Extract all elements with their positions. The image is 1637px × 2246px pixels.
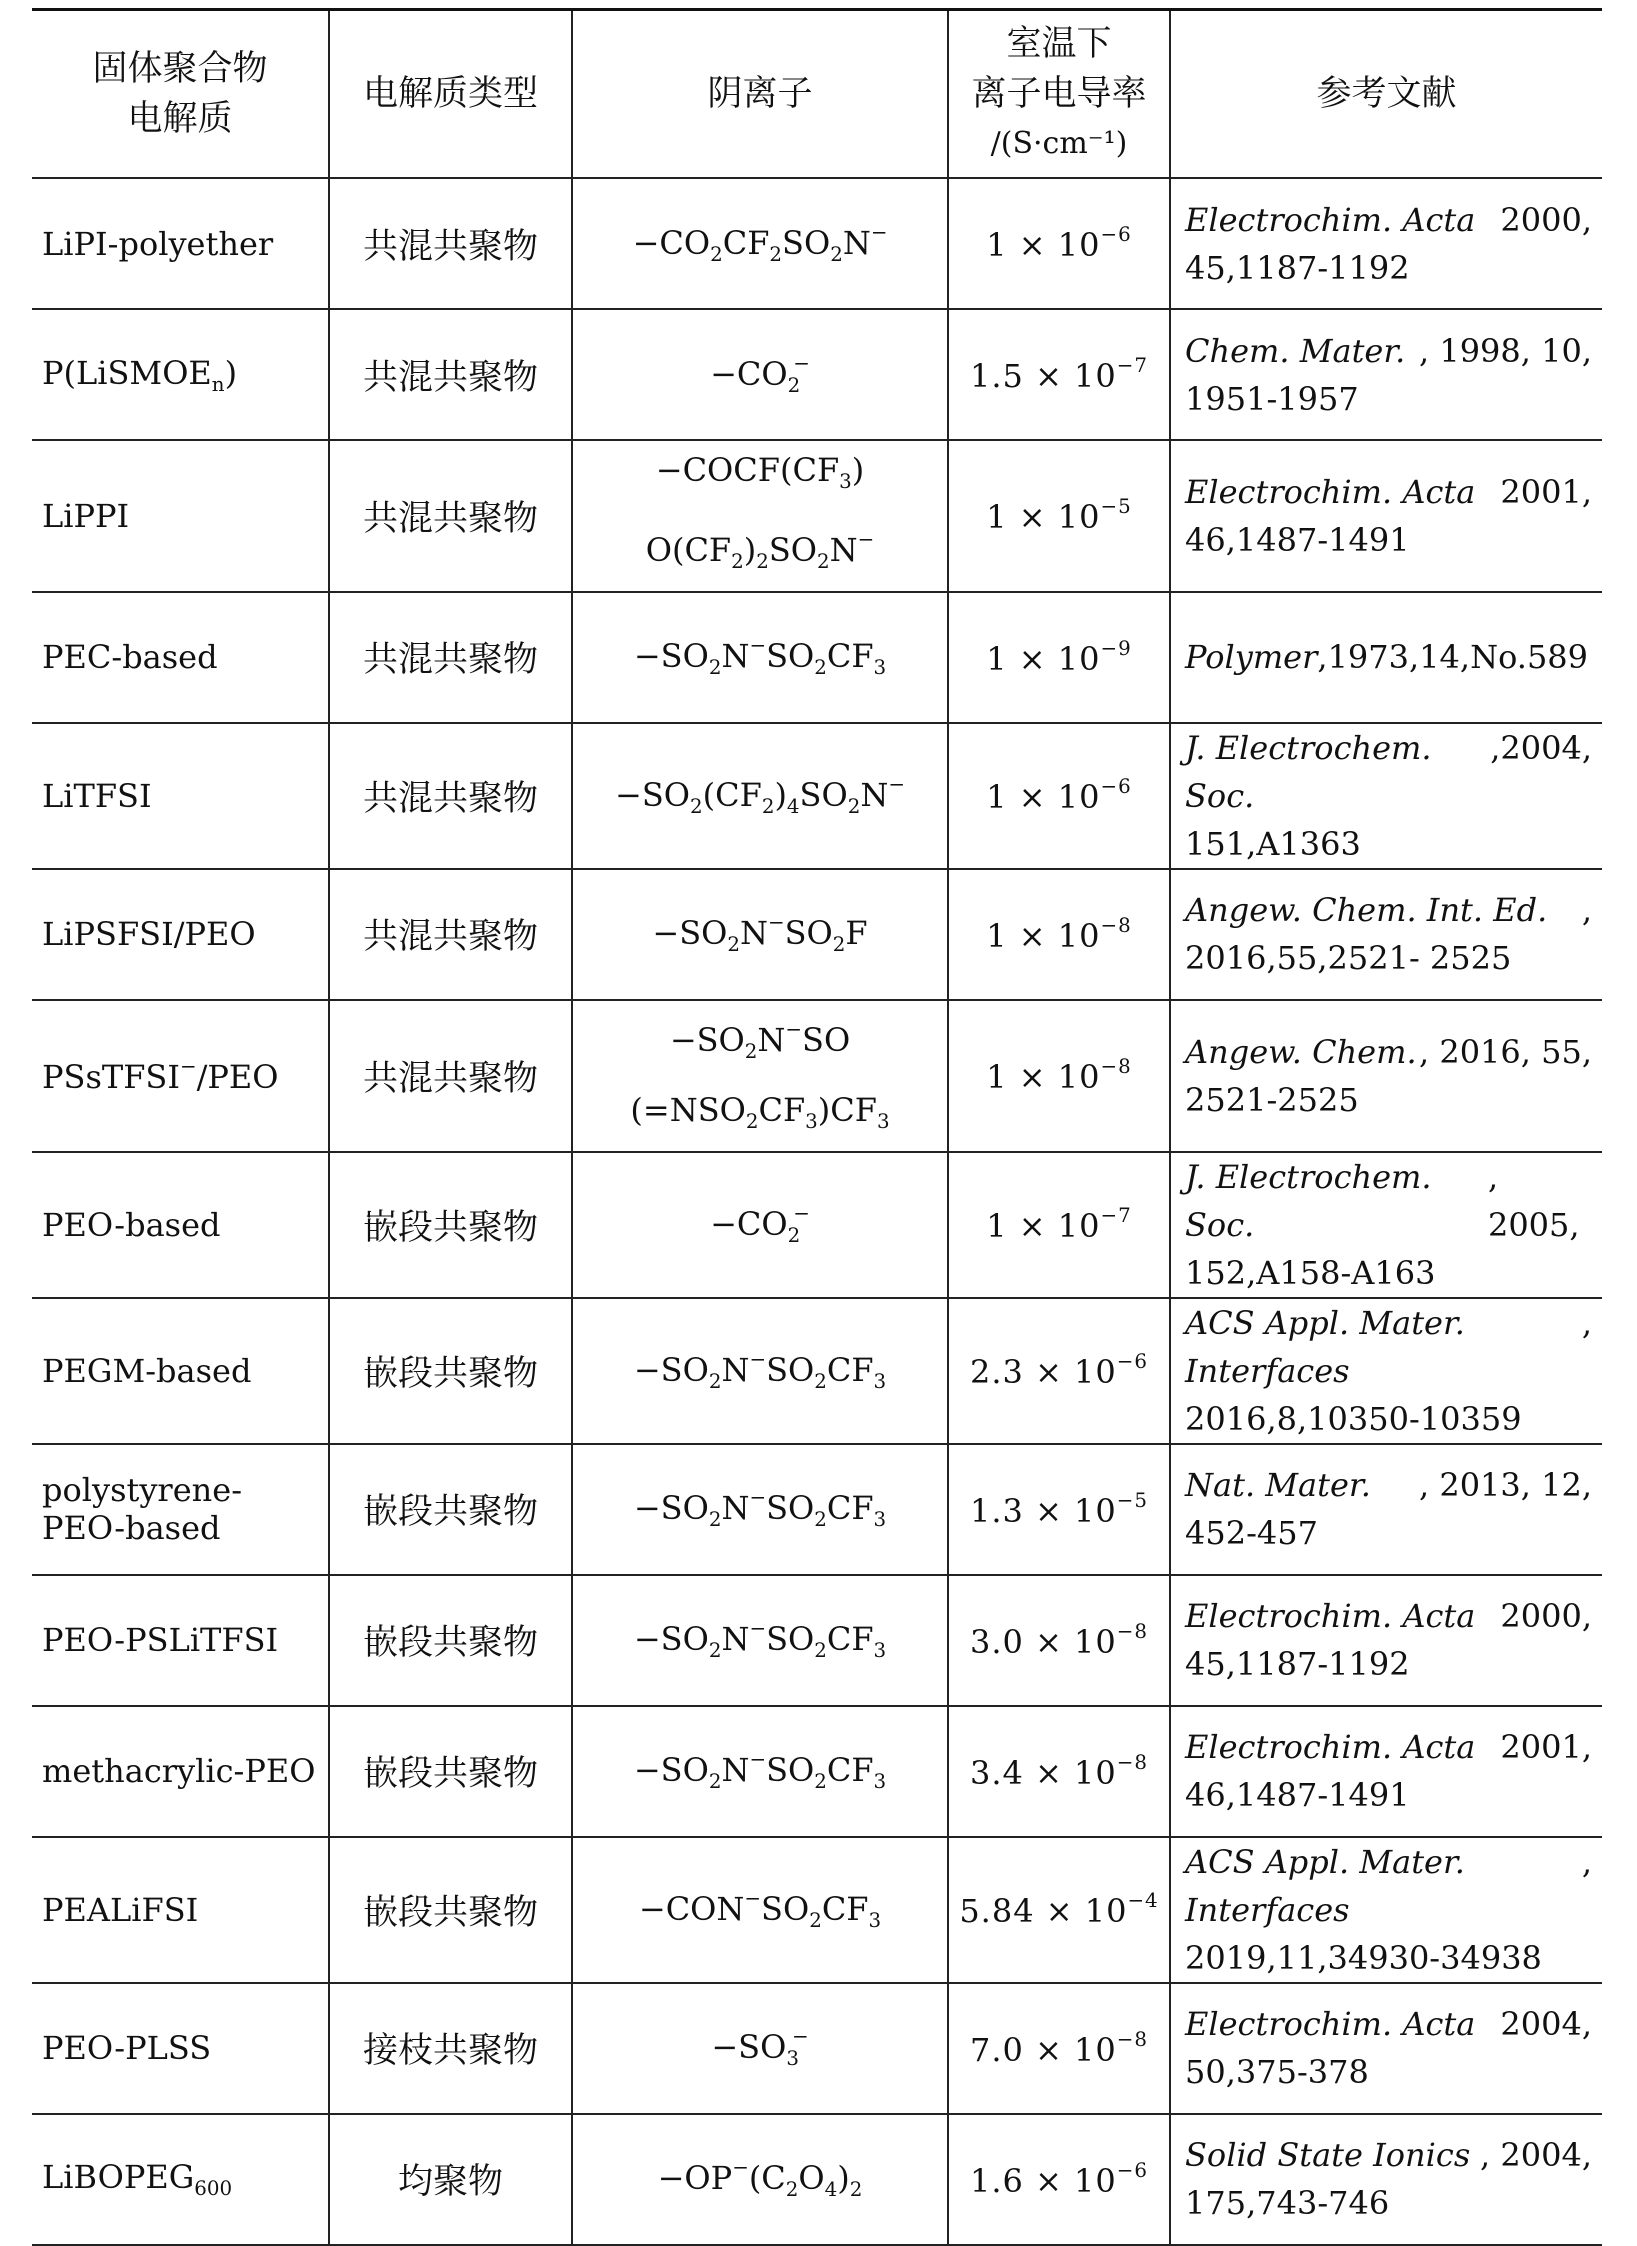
- header-conductivity: [948, 10, 1170, 179]
- reference-line2: 175,743-746: [1185, 2184, 1390, 2222]
- cell-reference: [1170, 1983, 1602, 2114]
- cell-conductivity: $1 \times 10^{-5}$: [948, 440, 1170, 592]
- reference-line2: 45,1187-1192: [1185, 248, 1410, 287]
- reference-year: , 2013, 12,: [1418, 1466, 1592, 1504]
- header-cond-line2: 离子电导率: [971, 74, 1147, 114]
- reference-line2: 1951-1957: [1185, 379, 1359, 418]
- header-anion: 阴离子: [572, 10, 948, 179]
- cell-conductivity: $1.5 \times 10^{-7}$: [948, 309, 1170, 440]
- table-row: [32, 1983, 1602, 2114]
- table-row: [32, 309, 1602, 440]
- cell-conductivity: $1.6 \times 10^{-6}$: [948, 2114, 1170, 2245]
- reference-journal: Nat. Mater.: [1185, 1466, 1371, 1504]
- table-row: [32, 1152, 1602, 1298]
- table-row: [32, 1444, 1602, 1575]
- reference-line1: [1185, 1723, 1592, 1771]
- table-row: [32, 1706, 1602, 1837]
- cell-electrolyte-type: 嵌段共聚物: [329, 1152, 572, 1298]
- reference-line2: 45,1187-1192: [1185, 1645, 1410, 1683]
- cell-conductivity: $3.0 \times 10^{-8}$: [948, 1575, 1170, 1706]
- table-row: [32, 2114, 1602, 2245]
- reference-line2: 46,1487-1491: [1185, 520, 1410, 559]
- cell-anion: $-SO_2N^-SO_2F$: [572, 869, 948, 1000]
- reference-journal: Electrochim. Acta: [1185, 200, 1476, 239]
- cell-electrolyte-name: P(LiSMOE$_n$): [32, 309, 329, 440]
- reference-journal: J. Electrochem. Soc.: [1185, 1157, 1432, 1244]
- header-cond-line1: 室温下: [1006, 24, 1112, 64]
- reference-journal: Electrochim. Acta: [1185, 1728, 1476, 1766]
- header-type: 电解质类型: [329, 10, 572, 179]
- reference-year: , 2005,: [1487, 1157, 1580, 1244]
- reference-year: , 2004,: [1480, 2136, 1592, 2174]
- reference-year: ,1973,14,No.589: [1317, 638, 1589, 677]
- table-row: [32, 1575, 1602, 1706]
- table-row: [32, 1298, 1602, 1444]
- cell-anion: $-CO_2^-$: [572, 1152, 948, 1298]
- cell-conductivity: $1 \times 10^{-9}$: [948, 592, 1170, 723]
- reference-year: 2000,: [1500, 1597, 1592, 1635]
- cell-electrolyte-name: LiTFSI: [32, 723, 329, 869]
- reference-journal: ACS Appl. Mater. Interfaces: [1185, 1303, 1465, 1390]
- cell-conductivity: $1 \times 10^{-6}$: [948, 723, 1170, 869]
- cell-electrolyte-type: 共混共聚物: [329, 592, 572, 723]
- cell-anion: $-SO_2N^-SO_2CF_3$: [572, 1706, 948, 1837]
- reference-line1: [1185, 1028, 1592, 1076]
- reference-line1: [1185, 1461, 1592, 1509]
- reference-line2: 2521-2525: [1185, 1080, 1359, 1119]
- reference-line1: [1185, 1299, 1592, 1395]
- cell-anion: $-SO_3^-$: [572, 1983, 948, 2114]
- header-name-line1: 固体聚合物: [92, 49, 268, 89]
- reference-line1: [1185, 724, 1592, 820]
- reference-line1: [1185, 2131, 1592, 2179]
- reference-journal: J. Electrochem. Soc.: [1185, 728, 1432, 815]
- cell-conductivity: $1 \times 10^{-7}$: [948, 1152, 1170, 1298]
- cell-electrolyte-name: LiPPI: [32, 440, 329, 592]
- cell-reference: [1170, 309, 1602, 440]
- cell-anion: $-CON^-SO_2CF_3$: [572, 1837, 948, 1983]
- header-reference: 参考文献: [1170, 10, 1602, 179]
- cell-conductivity: $1 \times 10^{-8}$: [948, 869, 1170, 1000]
- cell-conductivity: $7.0 \times 10^{-8}$: [948, 1983, 1170, 2114]
- reference-line2: 2019,11,34930-34938: [1185, 1938, 1542, 1977]
- cell-anion: $-CO_2CF_2SO_2N^-$: [572, 178, 948, 309]
- reference-journal: Solid State Ionics: [1185, 2136, 1471, 2174]
- reference-journal: Angew. Chem. Int. Ed.: [1185, 891, 1548, 930]
- table-row: [32, 440, 1602, 592]
- cell-anion: $-CO_2^-$: [572, 309, 948, 440]
- cell-anion: $-SO_2N^-SO_2CF_3$: [572, 1575, 948, 1706]
- cell-electrolyte-name: PEO-PLSS: [32, 1983, 329, 2114]
- reference-journal: Chem. Mater.: [1185, 331, 1406, 370]
- cell-conductivity: $1 \times 10^{-6}$: [948, 178, 1170, 309]
- cell-anion: $-SO_2(CF_2)_4SO_2N^-$: [572, 723, 948, 869]
- cell-electrolyte-name: PSsTFSI−/PEO: [32, 1000, 329, 1152]
- reference-journal: ACS Appl. Mater. Interfaces: [1185, 1842, 1465, 1929]
- cell-reference: [1170, 1837, 1602, 1983]
- cell-reference: [1170, 178, 1602, 309]
- reference-year: ,: [1581, 1303, 1592, 1342]
- cell-electrolyte-type: 共混共聚物: [329, 1000, 572, 1152]
- cell-anion: $-SO_2N^-SO_2CF_3$: [572, 1298, 948, 1444]
- reference-line2: 50,375-378: [1185, 2053, 1369, 2091]
- reference-line1: [1185, 886, 1592, 934]
- reference-line1: [1185, 1153, 1592, 1249]
- cell-reference: [1170, 592, 1602, 723]
- cell-electrolyte-type: 嵌段共聚物: [329, 1837, 572, 1983]
- cell-electrolyte-type: 共混共聚物: [329, 869, 572, 1000]
- reference-year: ,: [1581, 1842, 1592, 1881]
- header-name: [32, 10, 329, 179]
- cell-electrolyte-name: methacrylic-PEO: [32, 1706, 329, 1837]
- reference-year: , 2016, 55,: [1418, 1032, 1592, 1071]
- table-row: [32, 178, 1602, 309]
- reference-line1: [1185, 633, 1592, 681]
- cell-electrolyte-type: 嵌段共聚物: [329, 1444, 572, 1575]
- cell-reference: [1170, 2114, 1602, 2245]
- header-cond-line3: /(S·cm⁻¹): [990, 126, 1128, 161]
- table-row: [32, 723, 1602, 869]
- cell-electrolyte-name: LiPSFSI/PEO: [32, 869, 329, 1000]
- cell-reference: [1170, 1000, 1602, 1152]
- reference-journal: Electrochim. Acta: [1185, 1597, 1476, 1635]
- reference-line1: [1185, 2000, 1592, 2048]
- reference-line2: 2016,55,2521- 2525: [1185, 939, 1512, 978]
- cell-reference: [1170, 1575, 1602, 1706]
- reference-line2: 2016,8,10350-10359: [1185, 1399, 1522, 1438]
- header-name-line2: 电解质: [127, 99, 233, 139]
- cell-electrolyte-name: PEC-based: [32, 592, 329, 723]
- reference-line2: 452-457: [1185, 1514, 1318, 1552]
- cell-electrolyte-name: polystyrene- PEO-based: [32, 1444, 329, 1575]
- reference-year: 2004,: [1500, 2005, 1592, 2043]
- cell-electrolyte-name: PEO-PSLiTFSI: [32, 1575, 329, 1706]
- reference-line1: [1185, 1838, 1592, 1934]
- electrolyte-table: [32, 8, 1602, 2246]
- reference-line1: [1185, 196, 1592, 244]
- cell-anion: $-SO_2N^-SO_2CF_3$: [572, 1444, 948, 1575]
- reference-line1: [1185, 468, 1592, 516]
- cell-electrolyte-name: LiPI-polyether: [32, 178, 329, 309]
- reference-line2: 151,A1363: [1185, 824, 1361, 863]
- reference-line2: 152,A158-A163: [1185, 1253, 1436, 1292]
- cell-reference: [1170, 1298, 1602, 1444]
- reference-journal: Electrochim. Acta: [1185, 2005, 1476, 2043]
- cell-electrolyte-name: PEGM-based: [32, 1298, 329, 1444]
- table-row: [32, 1837, 1602, 1983]
- reference-year: ,2004,: [1490, 728, 1592, 767]
- reference-year: , 1998, 10,: [1418, 331, 1592, 370]
- cell-conductivity: $5.84 \times 10^{-4}$: [948, 1837, 1170, 1983]
- table-row: [32, 1000, 1602, 1152]
- table-row: [32, 869, 1602, 1000]
- cell-electrolyte-type: 共混共聚物: [329, 723, 572, 869]
- cell-reference: [1170, 1444, 1602, 1575]
- cell-conductivity: $1 \times 10^{-8}$: [948, 1000, 1170, 1152]
- cell-reference: [1170, 440, 1602, 592]
- cell-anion: $-OP^-(C_2O_4)_2$: [572, 2114, 948, 2245]
- cell-electrolyte-type: 嵌段共聚物: [329, 1575, 572, 1706]
- cell-electrolyte-name: LiBOPEG$_{600}$: [32, 2114, 329, 2245]
- cell-electrolyte-name: PEALiFSI: [32, 1837, 329, 1983]
- reference-journal: Electrochim. Acta: [1185, 472, 1476, 511]
- header-row: [32, 10, 1602, 179]
- table-row: [32, 592, 1602, 723]
- reference-year: 2001,: [1500, 472, 1592, 511]
- cell-electrolyte-type: 嵌段共聚物: [329, 1298, 572, 1444]
- cell-reference: [1170, 1152, 1602, 1298]
- cell-conductivity: $1.3 \times 10^{-5}$: [948, 1444, 1170, 1575]
- cell-electrolyte-type: 均聚物: [329, 2114, 572, 2245]
- reference-year: ,: [1581, 891, 1592, 930]
- cell-anion: $-SO_2N^-SO_2CF_3$: [572, 592, 948, 723]
- cell-anion: $-COCF(CF_3)$ $O(CF_2)_2SO_2N^-$: [572, 440, 948, 592]
- reference-line1: [1185, 327, 1592, 375]
- cell-electrolyte-type: 接枝共聚物: [329, 1983, 572, 2114]
- cell-anion: $-SO_2N^-SO$ $(=NSO_2CF_3)CF_3$: [572, 1000, 948, 1152]
- cell-electrolyte-type: 共混共聚物: [329, 178, 572, 309]
- cell-electrolyte-type: 嵌段共聚物: [329, 1706, 572, 1837]
- cell-electrolyte-type: 共混共聚物: [329, 440, 572, 592]
- cell-electrolyte-name: PEO-based: [32, 1152, 329, 1298]
- cell-conductivity: $2.3 \times 10^{-6}$: [948, 1298, 1170, 1444]
- reference-line1: [1185, 1592, 1592, 1640]
- reference-year: 2000,: [1500, 200, 1592, 239]
- cell-reference: [1170, 869, 1602, 1000]
- cell-reference: [1170, 1706, 1602, 1837]
- reference-journal: Polymer: [1185, 638, 1318, 677]
- cell-reference: [1170, 723, 1602, 869]
- cell-electrolyte-type: 共混共聚物: [329, 309, 572, 440]
- cell-conductivity: $3.4 \times 10^{-8}$: [948, 1706, 1170, 1837]
- reference-journal: Angew. Chem.: [1185, 1032, 1417, 1071]
- reference-line2: 46,1487-1491: [1185, 1776, 1410, 1814]
- reference-year: 2001,: [1500, 1728, 1592, 1766]
